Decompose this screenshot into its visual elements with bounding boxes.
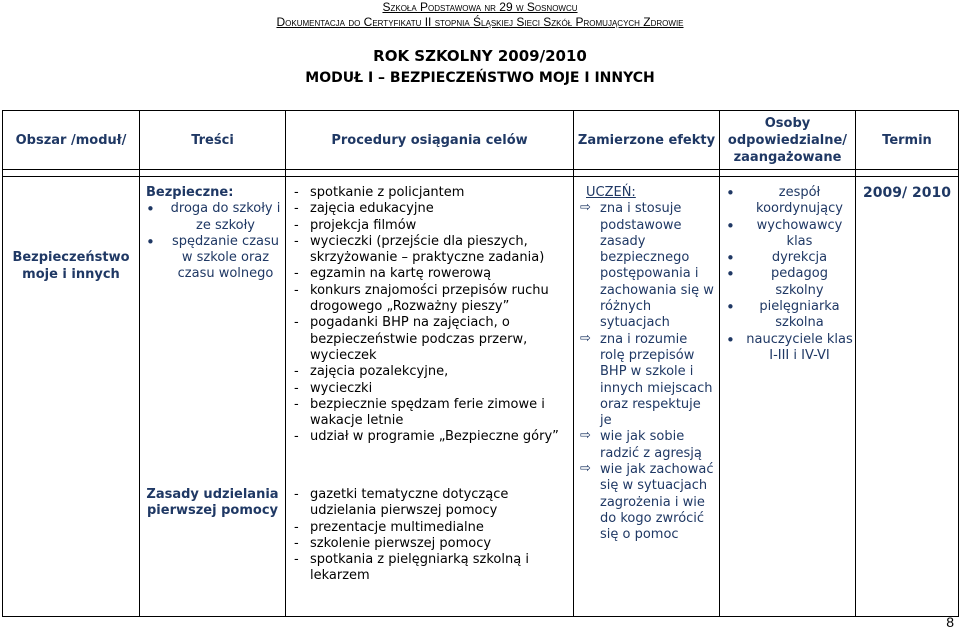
persons-list (724, 185, 853, 364)
list-item: - pogadanki BHP na zajęciach, o bezpieczeństwie podczas przerw, wycieczek (294, 315, 573, 364)
list-item: • spędzanie czasu w szkole oraz czasu wolnego (140, 234, 285, 283)
list-item: - zajęcia edukacyjne (294, 201, 573, 217)
list-item: • nauczyciele klas I-III i IV-VI (724, 332, 853, 365)
effects-cell (574, 177, 720, 617)
procedures-list-b (286, 479, 573, 585)
col-header-area: Obszar /moduł/ (3, 111, 140, 170)
col-header-procedures: Procedury osiągania celów (286, 111, 574, 170)
list-item: - spotkania z pielęgniarką szkolną i lekarzem (294, 552, 573, 585)
list-item: ⇨ wie jak zachować się w sytuacjach zagrożenia i wie do kogo zwrócić się o pomoc (578, 462, 715, 543)
page-number: 8 (946, 614, 954, 630)
list-item: - wycieczki (przejście dla pieszych, skrzyżowanie – praktyczne zadania) (294, 234, 573, 267)
list-item: • wychowawcy klas (724, 218, 853, 251)
list-item: - szkolenie pierwszej pomocy (294, 536, 573, 552)
effects-list (578, 201, 715, 543)
school-year-title: ROK SZKOLNY 2009/2010 (373, 47, 587, 65)
term-value: 2009/ 2010 (863, 185, 951, 201)
school-name: Szkoła Podstawowa nr 29 w Sosnowcu (382, 0, 578, 14)
content-list (140, 201, 285, 282)
col-header-effects: Zamierzone efekty (574, 111, 720, 170)
persons-cell (720, 177, 856, 617)
list-item: - bezpiecznie spędzam ferie zimowe i wakacje letnie (294, 397, 573, 430)
documentation-title: Dokumentacja do Certyfikatu II stopnia Śląskiej Sieci Szkół Promujących Zdrowie (276, 15, 684, 29)
list-item: - zajęcia pozalekcyjne, (294, 364, 573, 380)
list-item: • zespół koordynujący (724, 185, 853, 218)
first-aid-title: Zasady udzielania pierwszej pomocy (146, 487, 279, 519)
list-item: - egzamin na kartę rowerową (294, 266, 573, 282)
list-item: - konkurs znajomości przepisów ruchu drogowego „Rozważny pieszy” (294, 283, 573, 316)
col-header-term: Termin (856, 111, 959, 170)
area-label: Bezpieczeństwo moje i innych (12, 250, 130, 282)
content-cell (140, 177, 286, 617)
module-title: MODUŁ I – BEZPIECZEŃSTWO MOJE I INNYCH (305, 70, 655, 86)
list-item: - spotkanie z policjantem (294, 185, 573, 201)
list-item: ⇨ zna i rozumie rolę przepisów BHP w szkole i innych miejscach oraz respektuje je (578, 332, 715, 430)
list-item: ⇨ zna i stosuje podstawowe zasady bezpiecznego postępowania i zachowania się w różnych sytuacjach (578, 201, 715, 331)
area-cell (3, 177, 140, 617)
table-row (3, 177, 959, 617)
term-cell (856, 177, 959, 617)
list-item: - gazetki tematyczne dotyczące udzielania pierwszej pomocy (294, 487, 573, 520)
content-title: Bezpieczne: (146, 185, 234, 200)
col-header-persons: Osoby odpowiedzialne/ zaangażowane (720, 111, 856, 170)
list-item: • pedagog szkolny (724, 266, 853, 299)
col-header-content: Treści (140, 111, 286, 170)
list-item: • droga do szkoły i ze szkoły (140, 201, 285, 234)
procedures-list-a (286, 177, 573, 446)
list-item: ⇨ wie jak sobie radzić z agresją (578, 429, 715, 462)
list-item: - udział w programie „Bezpieczne góry” (294, 429, 573, 445)
list-item: - wycieczki (294, 381, 573, 397)
list-item: - projekcja filmów (294, 218, 573, 234)
list-item: • dyrekcja (724, 250, 853, 266)
procedures-cell (286, 177, 574, 617)
table-header-row (3, 111, 959, 170)
effects-title: UCZEŃ: (586, 185, 636, 200)
list-item: • pielęgniarka szkolna (724, 299, 853, 332)
list-item: - prezentacje multimedialne (294, 520, 573, 536)
program-table (2, 110, 959, 617)
